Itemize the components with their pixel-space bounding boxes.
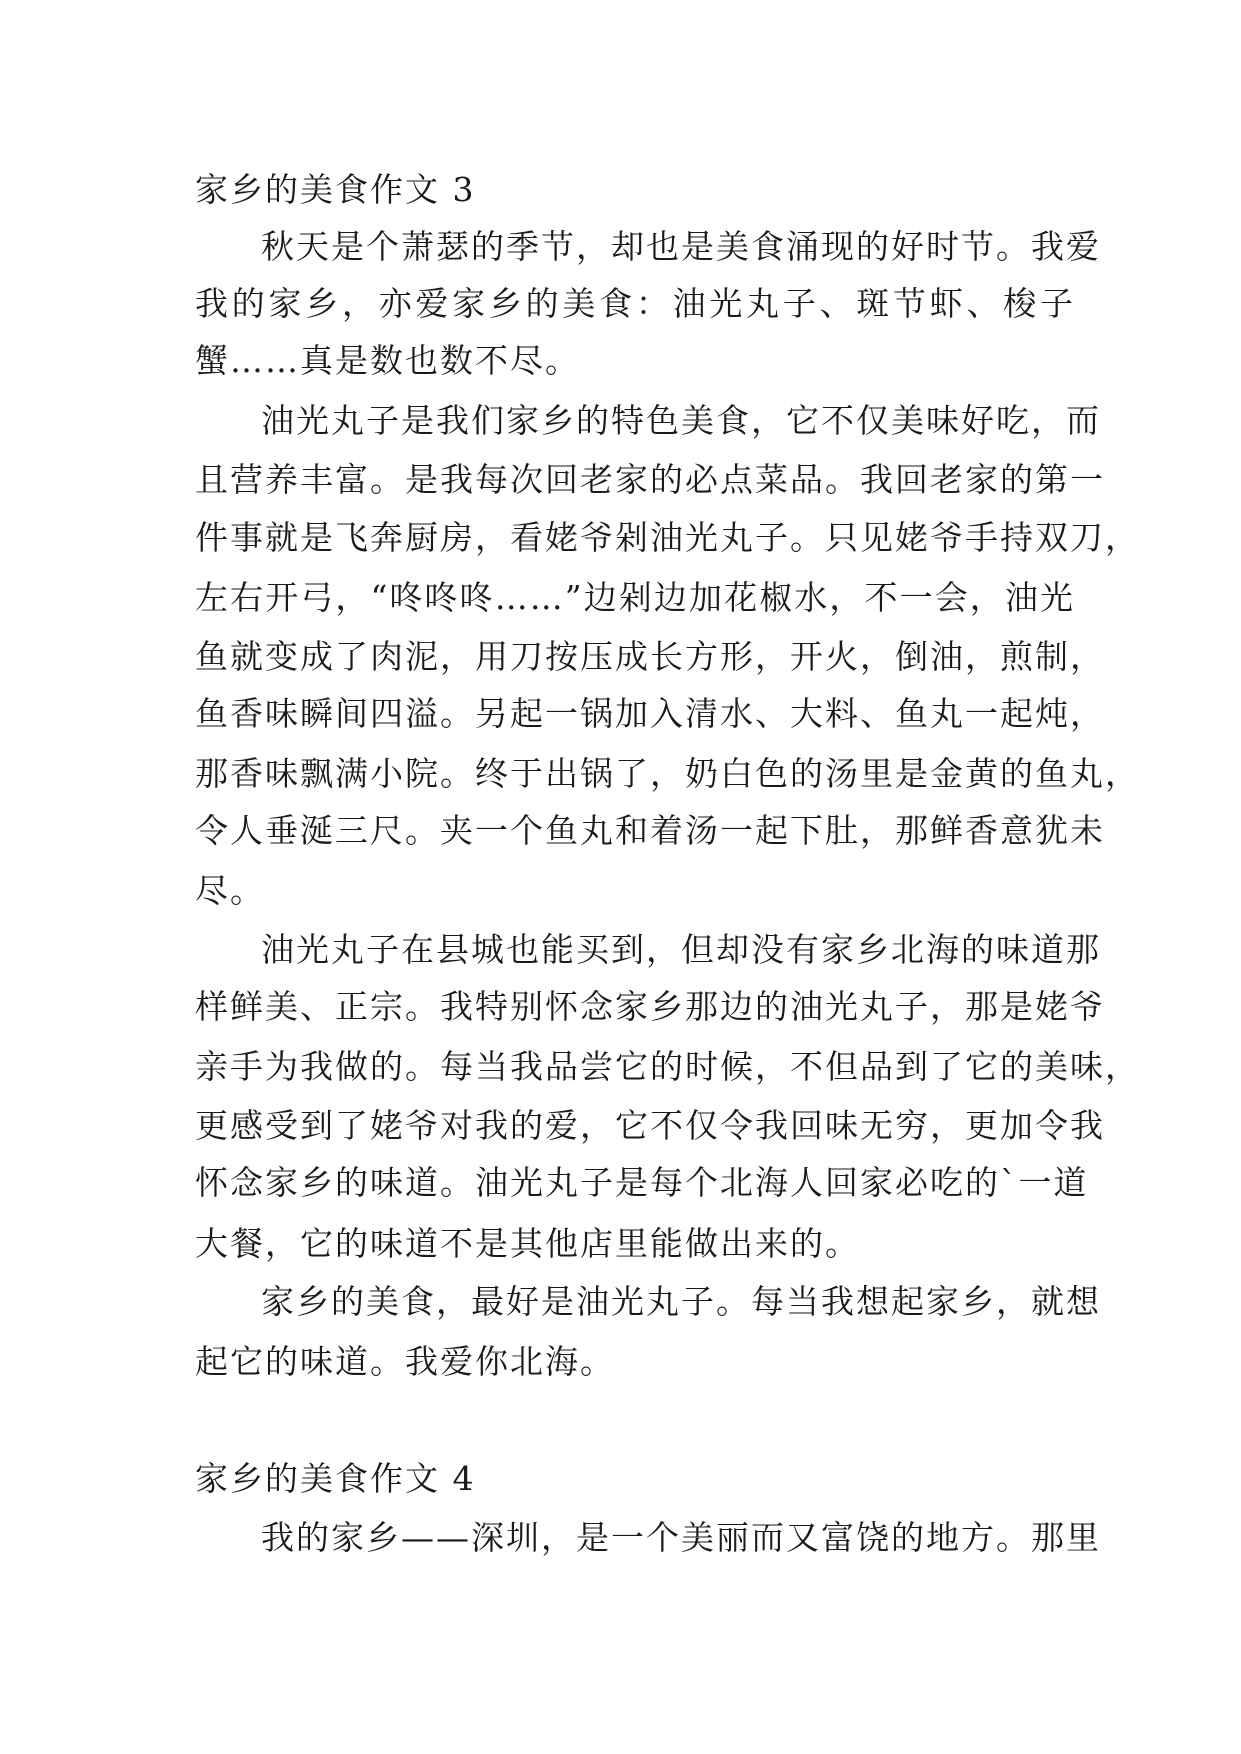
paragraph-line: 令人垂涎三尺。夹一个鱼丸和着汤一起下肚，那鲜香意犹未 (195, 811, 1105, 850)
paragraph-line: 那香味飘满小院。终于出锅了，奶白色的汤里是金黄的鱼丸， (195, 754, 1140, 793)
paragraph-line: 亲手为我做的。每当我品尝它的时候，不但品到了它的美味， (195, 1047, 1140, 1086)
paragraph-line: 起它的味道。我爱你北海。 (195, 1342, 615, 1381)
paragraph-line: 我的家乡，亦爱家乡的美食：油光丸子、斑节虾、梭子 (195, 284, 1075, 323)
paragraph-line: 怀念家乡的味道。油光丸子是每个北海人回家必吃的`一道 (195, 1163, 1089, 1202)
paragraph-line: 秋天是个萧瑟的季节，却也是美食涌现的好时节。我爱 (261, 227, 1101, 266)
paragraph-line: 样鲜美、正宗。我特别怀念家乡那边的油光丸子，那是姥爷 (195, 987, 1105, 1026)
paragraph-line: 油光丸子是我们家乡的特色美食，它不仅美味好吃，而 (261, 401, 1101, 440)
paragraph-line: 大餐，它的味道不是其他店里能做出来的。 (195, 1224, 860, 1263)
paragraph-line: 鱼香味瞬间四溢。另起一锅加入清水、大料、鱼丸一起炖， (195, 694, 1105, 733)
paragraph-line: 油光丸子在县城也能买到，但却没有家乡北海的味道那 (261, 930, 1101, 969)
paragraph-line: 更感受到了姥爷对我的爱，它不仅令我回味无穷，更加令我 (195, 1106, 1105, 1145)
essay-title-3: 家乡的美食作文 3 (195, 170, 476, 209)
paragraph-line: 家乡的美食，最好是油光丸子。每当我想起家乡，就想 (261, 1282, 1101, 1321)
paragraph-line: 左右开弓，“咚咚咚……”边剁边加花椒水，不一会，油光 (195, 578, 1075, 617)
paragraph-line: 鱼就变成了肉泥，用刀按压成长方形，开火，倒油，煎制， (195, 637, 1105, 676)
paragraph-line: 蟹……真是数也数不尽。 (195, 341, 580, 380)
paragraph-line: 尽。 (195, 871, 265, 910)
paragraph-line: 件事就是飞奔厨房，看姥爷剁油光丸子。只见姥爷手持双刀， (195, 518, 1140, 557)
paragraph-line: 我的家乡——深圳，是一个美丽而又富饶的地方。那里 (261, 1518, 1101, 1557)
paragraph-line: 且营养丰富。是我每次回老家的必点菜品。我回老家的第一 (195, 460, 1105, 499)
essay-title-4: 家乡的美食作文 4 (195, 1459, 476, 1498)
